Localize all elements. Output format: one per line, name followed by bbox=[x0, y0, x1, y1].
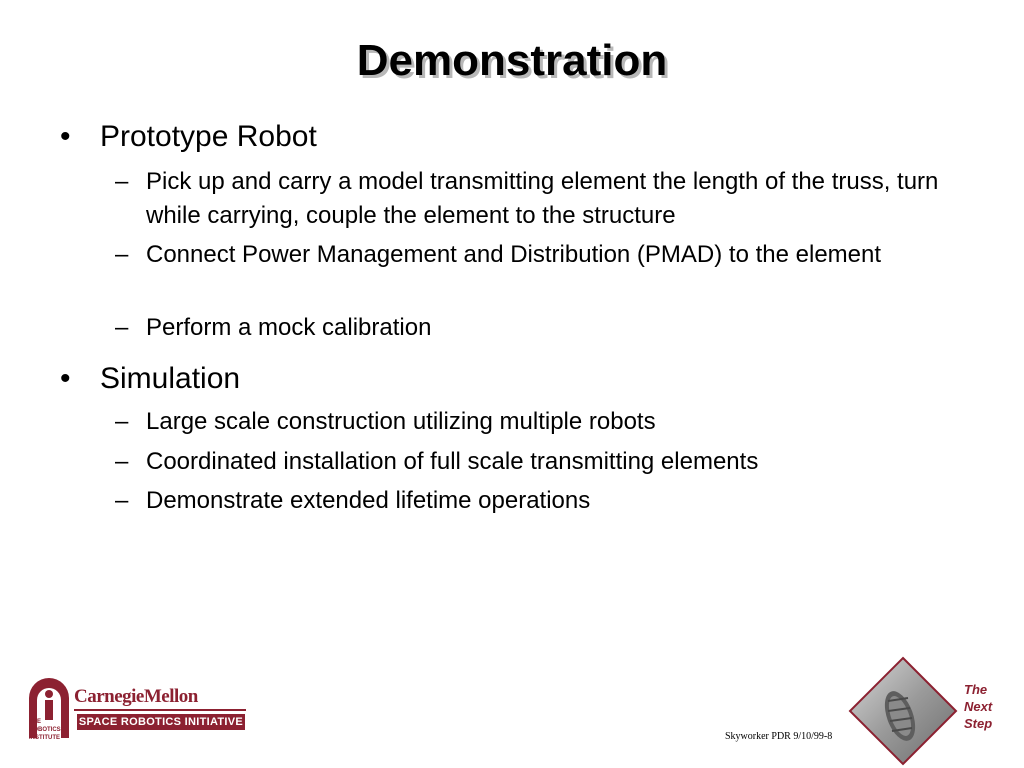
ri-logo-line: INSTITUTE bbox=[29, 735, 60, 741]
initiative-badge: SPACE ROBOTICS INITIATIVE bbox=[78, 716, 244, 728]
tagline-line: The bbox=[964, 682, 988, 697]
tagline-line: Next bbox=[964, 699, 993, 714]
divider bbox=[74, 709, 246, 711]
sub-bullet-text: Pick up and carry a model transmitting element the length of the truss, turn while carrying, couple the element to the structure bbox=[146, 168, 939, 229]
moon-footprint-diamond-icon bbox=[848, 656, 958, 766]
bullet-marker: • bbox=[60, 362, 71, 395]
slide-title: Demonstration bbox=[356, 36, 668, 85]
university-name: CarnegieMellon bbox=[74, 686, 198, 707]
ri-logo-line: THE bbox=[29, 719, 41, 725]
sub-bullet-marker: – bbox=[115, 314, 129, 341]
tagline-line: Step bbox=[964, 716, 993, 731]
sub-bullet-text: Connect Power Management and Distribution (PMAD) to the element bbox=[146, 241, 882, 268]
sub-bullet-marker: – bbox=[115, 487, 129, 514]
sub-bullet-text: Large scale construction utilizing multiple robots bbox=[146, 408, 656, 435]
sub-bullet-marker: – bbox=[115, 168, 129, 195]
ri-logo-line: ROBOTICS bbox=[29, 727, 61, 733]
bullet-marker: • bbox=[60, 120, 71, 153]
slide-reference: Skyworker PDR 9/10/99-8 bbox=[725, 731, 833, 742]
sub-bullet-marker: – bbox=[115, 408, 129, 435]
bullet-text: Simulation bbox=[100, 362, 241, 395]
bullet-text: Prototype Robot bbox=[100, 120, 317, 153]
sub-bullet-text: Demonstrate extended lifetime operations bbox=[146, 487, 591, 514]
tagline bbox=[964, 681, 992, 732]
sub-bullet-text: Perform a mock calibration bbox=[146, 314, 432, 341]
sub-bullet-text: Coordinated installation of full scale transmitting elements bbox=[146, 448, 759, 475]
sub-bullet-marker: – bbox=[115, 241, 129, 268]
sub-bullet-marker: – bbox=[115, 448, 129, 475]
